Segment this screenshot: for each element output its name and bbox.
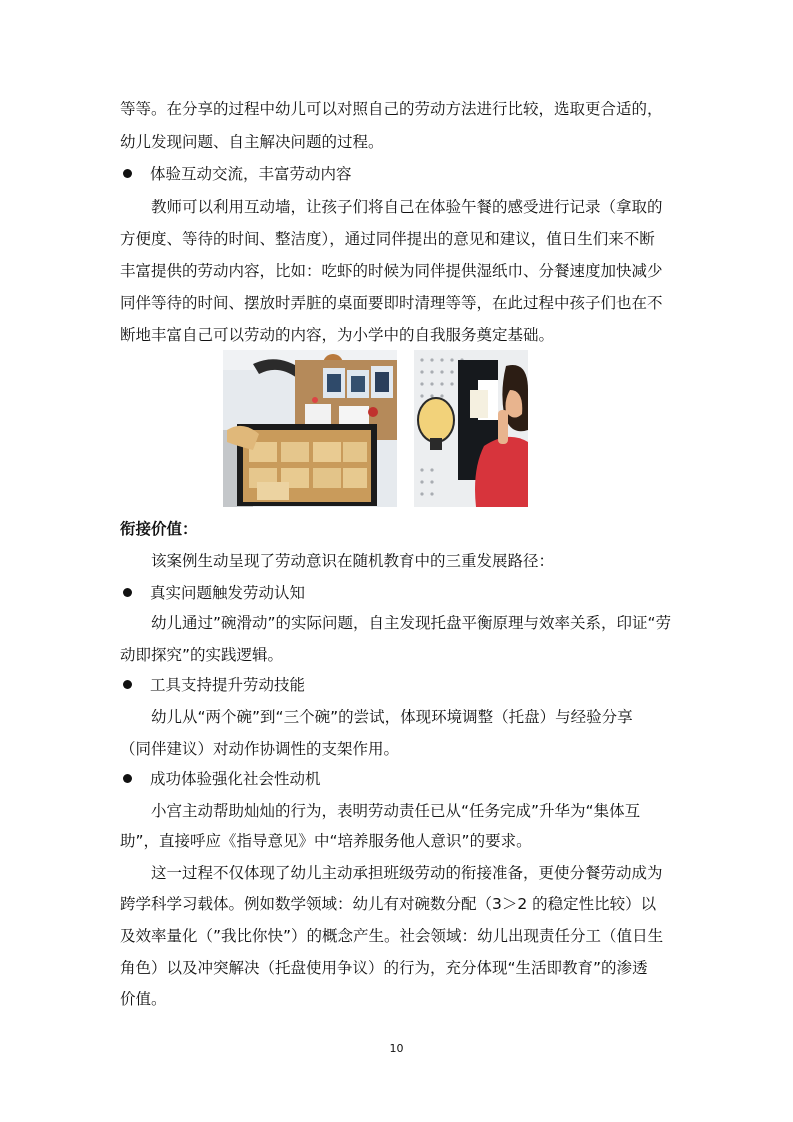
paragraph-4-line-2: （同伴建议）对动作协调性的支架作用。 [120,740,400,758]
bullet-heading-2: 真实问题触发劳动认知 [150,584,306,602]
paragraph-3-line-1: 幼儿通过”碗滑动”的实际问题，自主发现托盘平衡原理与效率关系，印证“劳 [151,614,672,632]
section-title: 衔接价值： [120,520,198,538]
paragraph-1-line-2: 幼儿发现问题、自主解决问题的过程。 [120,133,384,151]
bullet-heading-3: 工具支持提升劳动技能 [150,676,306,694]
child-writing-photo [414,350,528,507]
bullet-dot [123,169,132,178]
bullet-dot [123,588,132,597]
paragraph-6-line-3: 及效率量化（”我比你快”）的概念产生。社会领域：幼儿出现责任分工（值日生 [120,927,664,945]
bullet-dot [123,680,132,689]
paragraph-4-line-1: 幼儿从“两个碗”到“三个碗”的尝试，体现环境调整（托盘）与经验分享 [151,708,633,726]
intro-text: 该案例生动呈现了劳动意识在随机教育中的三重发展路径： [151,552,555,570]
bullet-heading-4: 成功体验强化社会性动机 [150,770,321,788]
paragraph-5-line-1: 小宫主动帮助灿灿的行为，表明劳动责任已从“任务完成”升华为“集体互 [151,802,641,820]
paragraph-6-line-5: 价值。 [120,990,167,1008]
paragraph-1-line-1: 等等。在分享的过程中幼儿可以对照自己的劳动方法进行比较，选取更合适的， [120,100,663,118]
bullet-heading-1: 体验互动交流，丰富劳动内容 [150,165,352,183]
paragraph-2-line-4: 同伴等待的时间、摆放时弄脏的桌面要即时清理等等，在此过程中孩子们也在不 [120,294,663,312]
paragraph-2-line-5: 断地丰富自己可以劳动的内容，为小学中的自我服务奠定基础。 [120,326,555,344]
paragraph-3-line-2: 动即探究”的实践逻辑。 [120,646,284,664]
paragraph-2-line-3: 丰富提供的劳动内容，比如：吃虾的时候为同伴提供湿纸巾、分餐速度加快减少 [120,262,663,280]
paragraph-6-line-2: 跨学科学习载体。例如数学领域：幼儿有对碗数分配（3＞2 的稳定性比较）以 [120,895,657,913]
paragraph-2-line-2: 方便度、等待的时间、整洁度），通过同伴提出的意见和建议，值日生们来不断 [120,230,655,248]
paragraph-6-line-1: 这一过程不仅体现了幼儿主动承担班级劳动的衔接准备，更使分餐劳动成为 [151,864,663,882]
page-number: 10 [389,1042,404,1055]
paragraph-6-line-4: 角色）以及冲突解决（托盘使用争议）的行为，充分体现“生活即教育”的渗透 [120,959,648,977]
paragraph-5-line-2: 助”，直接呼应《指导意见》中“培养服务他人意识”的要求。 [120,832,532,850]
paragraph-2-line-1: 教师可以利用互动墙，让孩子们将自己在体验午餐的感受进行记录（拿取的 [151,198,663,216]
bullet-dot [123,774,132,783]
interaction-wall-photo [223,350,397,507]
